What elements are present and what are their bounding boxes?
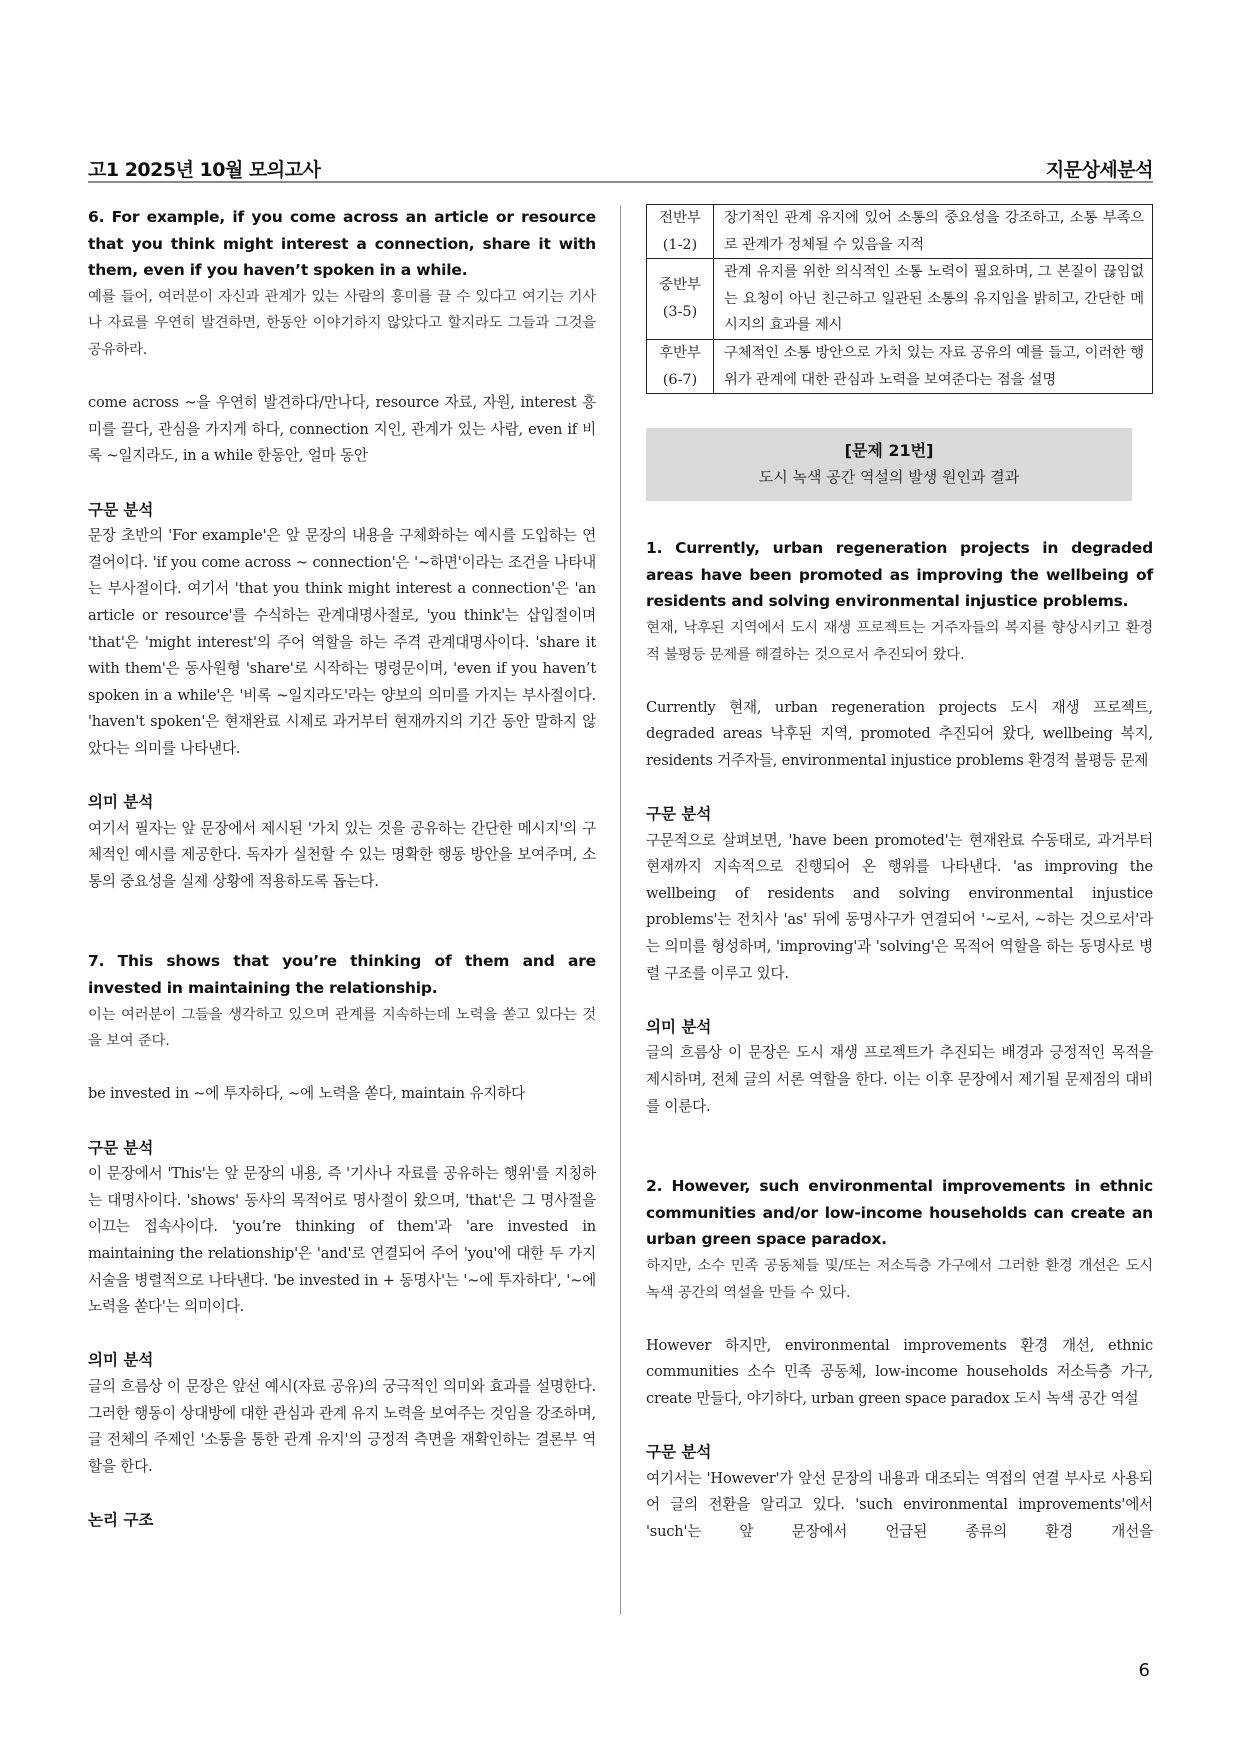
meaning-analysis-text: 글의 흐름상 이 문장은 앞선 예시(자료 공유)의 궁극적인 의미와 효과를 설명한다. 그러한 행동이 상대방에 대한 관심과 관계 유지 노력을 보여주는 것임을 강조하며, 글 전체의 주제인 '소통을 통한 관계 유지'의 긍정적 측면을 재확인하는 결론부 역할을 한다. [88, 1377, 596, 1475]
meaning-analysis-title: 의미 분석 [88, 793, 154, 812]
exam-title: 고1 2025년 10월 모의고사 [88, 159, 321, 181]
vocabulary-list: However 하지만, environmental improvements 환경 개선, ethnic communities 소수 민족 공동체, low-income households 저소득층 가구, create 만들다, 야기하다, urban green space paradox 도시 녹색 공간 역설 [646, 1336, 1153, 1407]
sentence-korean: 예를 들어, 여러분이 자신과 관계가 있는 사람의 흥미를 끌 수 있다고 여기는 기사나 자료를 우연히 발견하면, 한동안 이야기하지 않았다고 할지라도 그들과 그것을 공유하라. [88, 288, 596, 358]
logic-structure-title: 논리 구조 [88, 1510, 154, 1529]
sentence-7-block [88, 948, 596, 1480]
syntax-analysis-title: 구문 분석 [646, 1443, 712, 1462]
section-label: 지문상세분석 [1045, 159, 1153, 181]
meaning-analysis-text: 여기서 필자는 앞 문장에서 제시된 '가치 있는 것을 공유하는 간단한 메시지'의 구체적인 예시를 제공한다. 독자가 실천할 수 있는 명확한 행동 방안을 보여주며, 소통의 중요성을 실제 상황에 적용하도록 돕는다. [88, 819, 596, 890]
syntax-analysis-text: 문장 초반의 'For example'은 앞 문장의 내용을 구체화하는 예시를 도입하는 연결어이다. 'if you come across ~ connection'은 '~하면'이라는 조건을 나타내는 부사절이다. 여기서 'that you think might interest a connection'은 'an article or resource'를 수식하는 관계대명사절로, 'you think'는 삽입절이며 'that'은 'might interest'의 주어 역할을 하는 주격 관계대명사이다. 'share it with them'은 동사원형 'share'로 시작하는 명령문이며, 'even if you haven’t spoken in a while'은 '비록 ~일지라도'라는 양보의 의미를 가지는 부사절이다. 'haven't spoken'은 현재완료 시제로 과거부터 현재까지의 기간 동안 말하지 않았다는 의미를 나타낸다. [88, 527, 596, 757]
sentence-korean: 이는 여러분이 그들을 생각하고 있으며 관계를 지속하는데 노력을 쏟고 있다는 것을 보여 준다. [88, 1006, 596, 1050]
part-label: 전반부 [659, 210, 701, 226]
part-label: 중반부 [659, 277, 701, 294]
logic-structure-table [646, 204, 1153, 394]
page-header [88, 148, 1153, 182]
problem-number: [문제 21번] [844, 441, 934, 461]
right-column [646, 204, 1153, 1546]
part-range: (1-2) [662, 236, 698, 253]
spacer [646, 1120, 1153, 1173]
sentence-2-block [646, 1173, 1153, 1545]
meaning-analysis-text: 글의 흐름상 이 문장은 도시 재생 프로젝트가 추진되는 배경과 긍정적인 목적을 제시하며, 전체 글의 서론 역할을 한다. 이는 이후 문장에서 제기될 문제점의 대비를 이룬다. [646, 1044, 1153, 1115]
syntax-analysis-title: 구문 분석 [88, 500, 154, 519]
header-divider [88, 181, 1153, 183]
left-column [88, 204, 596, 1534]
problem-header-box [646, 428, 1132, 501]
syntax-analysis-text: 구문적으로 살펴보면, 'have been promoted'는 현재완료 수동태로, 과거부터 현재까지 지속적으로 진행되어 온 행위를 나타낸다. 'as improving the wellbeing of residents and solving environmental injustice problems'는 전치사 'as' 뒤에 동명사구가 연결되어 '~로서, ~하는 것으로서'라는 의미를 형성하며, 'improving'과 'solving'은 목적어 역할을 하는 동명사로 병렬 구조를 이루고 있다. [646, 831, 1153, 982]
column-divider [620, 205, 621, 1615]
sentence-korean: 현재, 낙후된 지역에서 도시 재생 프로젝트는 거주자들의 복지를 향상시키고 환경적 불평등 문제를 해결하는 것으로서 추진되어 왔다. [646, 619, 1153, 663]
part-cell [647, 205, 714, 259]
sentence-korean: 하지만, 소수 민족 공동체들 및/또는 저소득층 가구에서 그러한 환경 개선은 도시 녹색 공간의 역설을 만들 수 있다. [646, 1258, 1153, 1301]
part-cell [647, 259, 714, 340]
sentence-english: 2. However, such environmental improvements in ethnic communities and/or low-income households can create an urban green space paradox. [646, 1177, 1153, 1249]
syntax-analysis-title: 구문 분석 [88, 1138, 154, 1157]
part-cell [647, 339, 714, 393]
meaning-analysis-title: 의미 분석 [88, 1351, 154, 1370]
sentence-6-block [88, 204, 596, 895]
syntax-analysis-title: 구문 분석 [646, 805, 712, 824]
part-range: (6-7) [662, 371, 698, 388]
table-row [647, 259, 1153, 340]
table-row [647, 205, 1153, 259]
problem-title: 도시 녹색 공간 역설의 발생 원인과 결과 [758, 468, 1020, 487]
vocabulary-list: come across ~을 우연히 발견하다/만나다, resource 자료, 자원, interest 흥미를 끌다, 관심을 가지게 하다, connection 지인, 관계가 있는 사람, even if 비록 ~일지라도, in a while 한동안, 얼마 동안 [88, 394, 596, 465]
description-cell: 관계 유지를 위한 의식적인 소통 노력이 필요하며, 그 본질이 끊임없는 요청이 아닌 친근하고 일관된 소통의 유지임을 밝히고, 간단한 메시지의 효과를 제시 [714, 259, 1153, 340]
vocabulary-list: Currently 현재, urban regeneration projects 도시 재생 프로젝트, degraded areas 낙후된 지역, promoted 추진되어 왔다, wellbeing 복지, residents 거주자들, environmental injustice problems 환경적 불평등 문제 [646, 698, 1153, 769]
sentence-english: 7. This shows that you’re thinking of them and are invested in maintaining the relationship. [88, 952, 596, 998]
sentence-english: 1. Currently, urban regeneration projects in degraded areas have been promoted as improving the wellbeing of residents and solving environmental injustice problems. [646, 539, 1153, 611]
part-label: 후반부 [659, 344, 701, 361]
table-row [647, 339, 1153, 393]
spacer [88, 895, 596, 948]
spacer [646, 501, 1153, 535]
description-cell: 장기적인 관계 유지에 있어 소통의 중요성을 강조하고, 소통 부족으로 관계가 정체될 수 있음을 지적 [714, 205, 1153, 259]
vocabulary-list: be invested in ~에 투자하다, ~에 노력을 쏟다, maintain 유지하다 [88, 1085, 525, 1103]
syntax-analysis-text: 이 문장에서 'This'는 앞 문장의 내용, 즉 '기사나 자료를 공유하는 행위'를 지칭하는 대명사이다. 'shows' 동사의 목적어로 명사절이 왔으며, 'that'은 그 명사절을 이끄는 접속사이다. 'you’re thinking of them'과 'are invested in maintaining the relationship'은 'and'로 연결되어 주어 'you'에 대한 두 가지 서술을 병렬적으로 나타낸다. 'be invested in + 동명사'는 '~에 투자하다', '~에 노력을 쏟다'는 의미이다. [88, 1165, 596, 1316]
syntax-analysis-text: 여기서는 'However'가 앞선 문장의 내용과 대조되는 역접의 연결 부사로 사용되어 글의 전환을 알리고 있다. 'such environmental improvements'에서 'such'는 앞 문장에서 언급된 종류의 환경 개선을 [646, 1469, 1153, 1540]
sentence-1-block [646, 535, 1153, 1120]
description-cell: 구체적인 소통 방안으로 가치 있는 자료 공유의 예를 들고, 이러한 행위가 관계에 대한 관심과 노력을 보여준다는 점을 설명 [714, 339, 1153, 393]
page-number: 6 [1138, 1660, 1150, 1681]
meaning-analysis-title: 의미 분석 [646, 1017, 712, 1036]
part-range: (3-5) [662, 304, 698, 321]
sentence-english: 6. For example, if you come across an article or resource that you think might interest a connection, share it with them, even if you haven’t spoken in a while. [88, 208, 596, 280]
